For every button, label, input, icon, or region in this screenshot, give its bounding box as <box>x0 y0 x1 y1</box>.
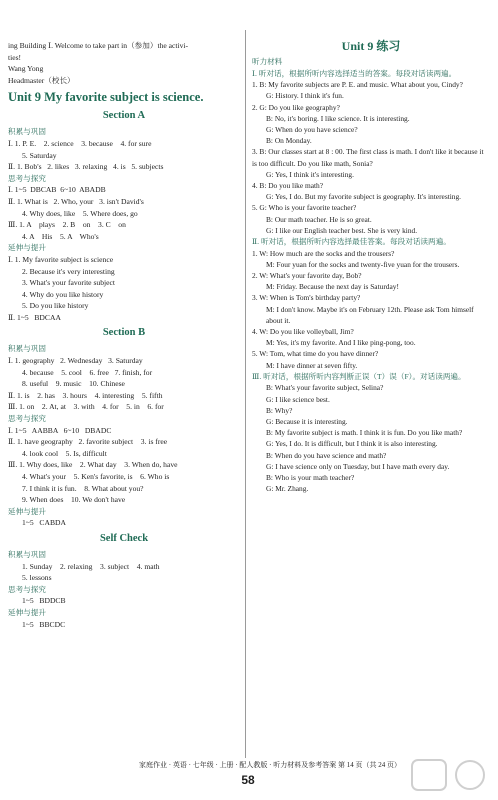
category-label: 思考与探究 <box>8 584 46 594</box>
answer-line: 1~5 BDDCB <box>22 596 66 606</box>
answer-line: 5. Saturday <box>22 150 57 160</box>
answer-line: Ⅲ. 1. on 2. At, at 3. with 4. for 5. in 6. for <box>8 402 164 412</box>
intro-line: ties! <box>8 52 22 62</box>
dialogue-line: G: When do you have science? <box>266 125 358 134</box>
dialogue-line: 4. W: Do you like volleyball, Jim? <box>252 327 354 337</box>
answer-line: 3. What's your favorite subject <box>22 278 115 288</box>
section-a-title: Section A <box>102 110 146 122</box>
answer-line: 5. Do you like history <box>22 301 89 311</box>
self-check-title: Self Check <box>99 532 149 544</box>
answer-line: Ⅰ. 1. geography 2. Wednesday 3. Saturday <box>8 356 143 366</box>
dialogue-line: G: Yes, I think it's interesting. <box>266 169 354 179</box>
practice-title: Unit 9 练习 <box>341 39 401 53</box>
category-label: 积累与巩固 <box>8 344 46 354</box>
unit-title: Unit 9 My favorite subject is science. <box>8 90 204 105</box>
section-b-title: Section B <box>102 327 146 339</box>
intro-line: ing Building Ⅰ. Welcome to take part in（参加）the activi- <box>8 41 189 50</box>
category-label: 听力材料 <box>252 57 283 66</box>
dialogue-line: 2. G: Do you like geography? <box>252 102 340 112</box>
dialogue-line: 5. W: Tom, what time do you have dinner? <box>252 349 379 359</box>
dialogue-line: 2. W: What's your favorite day, Bob? <box>252 271 362 281</box>
dialogue-line: B: Why? <box>266 405 293 415</box>
dialogue-line: G: Mr. Zhang. <box>266 484 309 494</box>
dialogue-line: B: What's your favorite subject, Selina? <box>266 383 384 393</box>
watermark-icon <box>410 756 492 796</box>
dialogue-line: 5. G: Who is your favorite teacher? <box>252 203 357 213</box>
dialogue-line: 1. B: My favorite subjects are P. E. and music. What about you, Cindy? <box>252 80 463 90</box>
dialogue-line: M: Four yuan for the socks and twenty-five yuan for the trousers. <box>266 259 460 269</box>
answer-line: 4. look cool 5. Is, difficult <box>22 448 107 458</box>
dialogue-line: 4. B: Do you like math? <box>252 181 324 191</box>
answer-line: Ⅱ. 1. have geography 2. favorite subject 3. is free <box>8 437 168 447</box>
dialogue-line: 1. W: How much are the socks and the trousers? <box>252 248 395 258</box>
dialogue-line: 3. B: Our classes start at 8 : 00. The first class is math. I don't like it because it is too difficult. Do you like math, Sonia? <box>252 147 484 168</box>
category-label: 积累与巩固 <box>8 549 46 559</box>
instruction: Ⅲ. 听对话，根据所听内容判断正误（T）误（F）。对话读两遍。 <box>252 371 466 381</box>
answer-line: Ⅲ. 1. A plays 2. B on 3. C on <box>8 220 126 230</box>
dialogue-line: 3. W: When is Tom's birthday party? <box>252 293 361 303</box>
dialogue-line: G: Because it is interesting. <box>266 417 348 427</box>
answer-line: Ⅱ. 1. Bob's 2. likes 3. relaxing 4. is 5. subjects <box>8 162 164 172</box>
dialogue-line: B: When do you have science and math? <box>266 450 387 460</box>
page-number: 58 <box>241 773 255 787</box>
answer-line: 4. Why do you like history <box>22 289 104 299</box>
category-label: 延伸与提升 <box>8 506 46 516</box>
category-label: 延伸与提升 <box>8 607 46 617</box>
answer-line: Ⅲ. 1. Why does, like 2. What day 3. When do, have <box>8 460 178 470</box>
answer-line: 1~5 BBCDC <box>22 619 66 629</box>
answer-line: Ⅰ. 1~5 DBCAB 6~10 ABADB <box>8 185 106 195</box>
answer-line: Ⅰ. 1. P. E. 2. science 3. because 4. for sure <box>8 138 152 148</box>
answer-line: 4. because 5. cool 6. free 7. finish, for <box>22 367 153 377</box>
answer-line: 1. Sunday 2. relaxing 3. subject 4. math <box>22 561 160 571</box>
dialogue-line: G: Yes, I do. It is difficult, but I think it is also interesting. <box>266 439 438 449</box>
dialogue-line: M: Yes, it's my favorite. And I like ping-pong, too. <box>266 338 416 348</box>
dialogue-block-3 <box>252 382 490 494</box>
dialogue-line: M: I have dinner at seven fifty. <box>266 360 358 370</box>
answer-line: 4. What's your 5. Ken's favorite, is 6. Who is <box>22 472 170 481</box>
answer-line: Ⅰ. 1~5 AABBA 6~10 DBADC <box>8 425 112 435</box>
answer-line: Ⅱ. 1~5 BDCAA <box>8 312 61 322</box>
dialogue-line: G: History. I think it's fun. <box>266 91 344 101</box>
dialogue-line: G: I like our English teacher best. She is very kind. <box>266 225 418 235</box>
dialogue-line: B: No, it's boring. I like science. It is interesting. <box>266 113 410 123</box>
answer-line: Ⅱ. 1. is 2. has 3. hours 4. interesting 5. fifth <box>8 390 163 400</box>
dialogue-line: M: I don't know. Maybe it's on February 12th. Please ask Tom himself about it. <box>266 304 474 325</box>
column-divider <box>245 30 246 758</box>
dialogue-line: B: Our math teacher. He is so great. <box>266 214 372 224</box>
dialogue-block-1 <box>252 79 490 236</box>
category-label: 积累与巩固 <box>8 127 46 137</box>
left-column <box>8 40 240 630</box>
dialogue-line: G: Yes, I do. But my favorite subject is geography. It's interesting. <box>266 192 462 202</box>
answer-line: 8. useful 9. music 10. Chinese <box>22 379 125 389</box>
dialogue-block-2 <box>252 248 490 371</box>
answer-line: Ⅰ. 1. My favorite subject is science <box>8 254 114 264</box>
answer-line: 4. Why does, like 5. Where does, go <box>22 208 138 218</box>
dialogue-line: B: My favorite subject is math. I think it is fun. Do you like math? <box>266 428 463 438</box>
dialogue-line: M: Friday. Because the next day is Saturday! <box>266 282 399 292</box>
category-label: 延伸与提升 <box>8 243 46 253</box>
answer-line: 9. When does 10. We don't have <box>22 495 126 505</box>
intro-title: Headmaster（校长） <box>8 75 75 85</box>
dialogue-line: B: Who is your math teacher? <box>266 473 355 483</box>
answer-line: 2. Because it's very interesting <box>22 266 115 276</box>
answer-line: 1~5 CABDA <box>22 518 66 528</box>
dialogue-line: G: I like science best. <box>266 394 330 404</box>
answer-line: 4. A His 5. A Who's <box>22 231 99 241</box>
answer-line: 5. lessons <box>22 573 52 583</box>
dialogue-line: G: I have science only on Tuesday, but I have math every day. <box>266 461 450 471</box>
right-column <box>252 38 490 494</box>
answer-line: Ⅱ. 1. What is 2. Who, your 3. isn't David's <box>8 196 144 206</box>
dialogue-line: B: On Monday. <box>266 136 312 146</box>
category-label: 思考与探究 <box>8 414 46 424</box>
instruction: Ⅱ. 听对话，根据所听内容选择最佳答案。每段对话读两遍。 <box>252 237 451 247</box>
answer-line: 7. I think it is fun. 8. What about you? <box>22 483 144 493</box>
intro-signature: Wang Yong <box>8 64 44 74</box>
category-label: 思考与探究 <box>8 173 46 183</box>
page-footer: 家庭作业 · 英语 · 七年级 · 上册 · 配人教版 · 听力材料及参考答案 第 14 页（共 24 页） <box>139 761 401 769</box>
instruction: Ⅰ. 听对话，根据所听内容选择适当的答案。每段对话读两遍。 <box>252 68 457 78</box>
